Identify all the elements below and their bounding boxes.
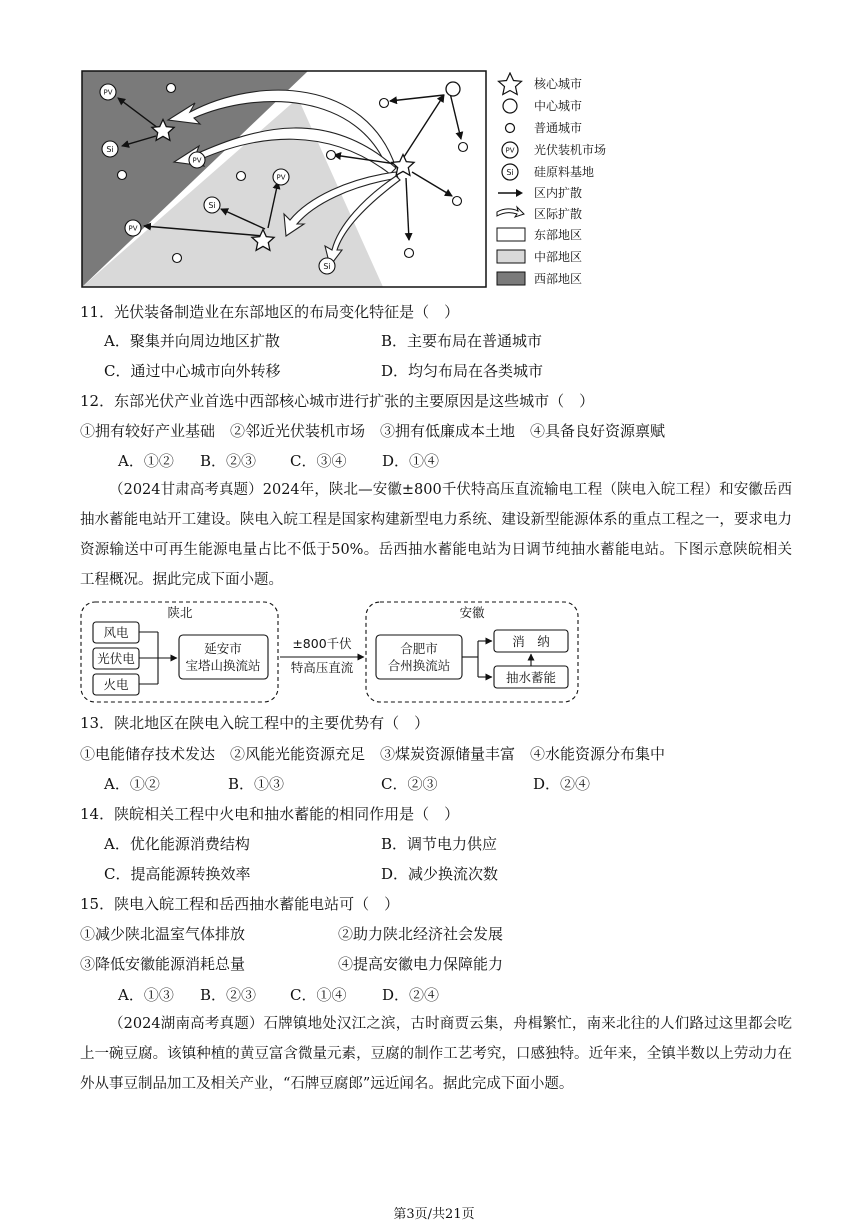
svg-text:Si: Si <box>106 145 114 154</box>
svg-text:中部地区: 中部地区 <box>534 250 583 264</box>
legend-west-swatch <box>497 272 525 285</box>
q14-option-a[interactable]: A．优化能源消费结构 <box>104 835 250 853</box>
q13-option-b[interactable]: B．①③ <box>228 775 285 793</box>
q12-option-b[interactable]: B．②③ <box>200 452 257 470</box>
legend-east-swatch <box>497 228 525 241</box>
q12-stem: 12．东部光伏产业首选中西部核心城市进行扩张的主要原因是这些城市（ ） <box>80 392 595 410</box>
svg-text:普通城市: 普通城市 <box>534 121 583 135</box>
pv-marker <box>273 169 289 185</box>
q15-item-2: ②助力陕北经济社会发展 <box>338 925 504 943</box>
q15-option-b[interactable]: B．②③ <box>200 986 257 1004</box>
wind-label: 风电 <box>103 625 129 640</box>
q11-stem: 11．光伏装备制造业在东部地区的布局变化特征是（ ） <box>80 303 460 321</box>
si-marker <box>204 197 220 213</box>
q11-option-d[interactable]: D．均匀布局在各类城市 <box>381 362 544 380</box>
legend-core-city-icon <box>499 73 522 95</box>
svg-text:西部地区: 西部地区 <box>534 272 583 286</box>
legend-inter-arrow-icon <box>497 207 524 217</box>
central-city-marker <box>446 82 460 96</box>
q12-option-d[interactable]: D．①④ <box>382 452 440 470</box>
q15-stem: 15．陕电入皖工程和岳西抽水蓄能电站可（ ） <box>80 895 400 913</box>
svg-text:区际扩散: 区际扩散 <box>534 207 583 221</box>
q14-option-d[interactable]: D．减少换流次数 <box>381 865 499 883</box>
q15-option-a[interactable]: A．①③ <box>118 986 174 1004</box>
svg-text:PV: PV <box>128 224 138 233</box>
svg-text:PV: PV <box>192 156 202 165</box>
legend-ordinary-city-icon <box>506 124 515 133</box>
q11-option-a[interactable]: A．聚集并向周边地区扩散 <box>104 332 280 350</box>
q13-stem: 13．陕北地区在陕电入皖工程中的主要优势有（ ） <box>80 714 430 732</box>
si-marker <box>102 141 118 157</box>
pv-power-label: 光伏电 <box>97 651 135 666</box>
q11-option-b[interactable]: B．主要布局在普通城市 <box>381 332 543 350</box>
q14-option-b[interactable]: B．调节电力供应 <box>381 835 498 853</box>
svg-text:PV: PV <box>276 173 286 182</box>
thermal-label: 火电 <box>103 677 129 692</box>
q15-item-1: ①减少陕北温室气体排放 <box>80 925 246 943</box>
svg-text:光伏装机市场: 光伏装机市场 <box>534 143 607 157</box>
svg-text:核心城市: 核心城市 <box>534 77 583 91</box>
anhui-label: 安徽 <box>459 605 485 620</box>
svg-text:区内扩散: 区内扩散 <box>534 186 583 200</box>
passage-hunan-2024: （2024湖南高考真题）石牌镇地处汉江之滨，古时商贾云集，舟楫繁忙，南来北往的人们路过这里都会吃上一碗豆腐。该镇种植的黄豆富含微量元素，豆腐的制作工艺考究，口感独特。近年来，全镇半数以上劳动力在外从事豆制品加工及相关产业，“石牌豆腐郎”远近闻名。据此完成下面小题。 <box>80 1016 792 1092</box>
hefei-label-1: 合肥市 <box>400 641 438 656</box>
yanan-label-1: 延安市 <box>204 641 242 656</box>
shaanbei-label: 陕北 <box>167 605 193 620</box>
line-label-1: ±800千伏 <box>292 636 352 651</box>
passage-gansu-2024: （2024甘肃高考真题）2024年，陕北—安徽±800千伏特高压直流输电工程（陕电入皖工程）和安徽岳西抽水蓄能电站开工建设。陕电入皖工程是国家构建新型电力系统、建设新型能源体系的重点工程之一，要求电力资源输送中可再生能源电量占比不低于50%。岳西抽水蓄能电站为日调节纯抽水蓄能电站。下图示意陕皖相关工程概况。据此完成下面小题。 <box>80 482 792 588</box>
svg-text:Si: Si <box>506 168 514 177</box>
q13-option-d[interactable]: D．②④ <box>533 775 591 793</box>
yanan-label-2: 宝塔山换流站 <box>185 658 261 673</box>
page-number: 第3页/共21页 <box>393 1207 475 1222</box>
legend-central-swatch <box>497 250 525 263</box>
q12-option-a[interactable]: A．①② <box>118 452 174 470</box>
svg-text:Si: Si <box>208 201 216 210</box>
svg-text:硅原料基地: 硅原料基地 <box>534 165 595 179</box>
legend-central-city-icon <box>503 99 517 113</box>
q15-item-4: ④提高安徽电力保障能力 <box>338 955 504 973</box>
si-marker <box>319 258 335 274</box>
q13-option-a[interactable]: A．①② <box>104 775 160 793</box>
q13-option-c[interactable]: C．②③ <box>381 775 438 793</box>
svg-text:Si: Si <box>323 262 331 271</box>
q13-items: ①电能储存技术发达 ②风能光能资源充足 ③煤炭资源储量丰富 ④水能资源分布集中 <box>80 745 666 763</box>
q11-option-c[interactable]: C．通过中心城市向外转移 <box>104 362 281 380</box>
q14-option-c[interactable]: C．提高能源转换效率 <box>104 865 251 883</box>
svg-text:中心城市: 中心城市 <box>534 99 583 113</box>
power-transmission-diagram <box>80 598 585 706</box>
map-legend <box>496 72 646 288</box>
q15-option-d[interactable]: D．②④ <box>382 986 440 1004</box>
svg-text:PV: PV <box>103 88 113 97</box>
svg-text:东部地区: 东部地区 <box>534 228 583 242</box>
pv-marker <box>125 220 141 236</box>
pv-diffusion-map <box>78 68 488 290</box>
q15-item-3: ③降低安徽能源消耗总量 <box>80 955 246 973</box>
line-label-2: 特高压直流 <box>290 660 354 675</box>
consume-label: 消 纳 <box>512 634 550 649</box>
pv-marker <box>189 152 205 168</box>
q12-option-c[interactable]: C．③④ <box>290 452 347 470</box>
q14-stem: 14．陕皖相关工程中火电和抽水蓄能的相同作用是（ ） <box>80 805 460 823</box>
storage-label: 抽水蓄能 <box>505 670 557 685</box>
hefei-label-2: 合州换流站 <box>387 658 451 673</box>
pv-marker <box>100 84 116 100</box>
q15-option-c[interactable]: C．①④ <box>290 986 347 1004</box>
svg-text:PV: PV <box>505 146 515 155</box>
q12-items: ①拥有较好产业基础 ②邻近光伏装机市场 ③拥有低廉成本土地 ④具备良好资源禀赋 <box>80 422 666 440</box>
